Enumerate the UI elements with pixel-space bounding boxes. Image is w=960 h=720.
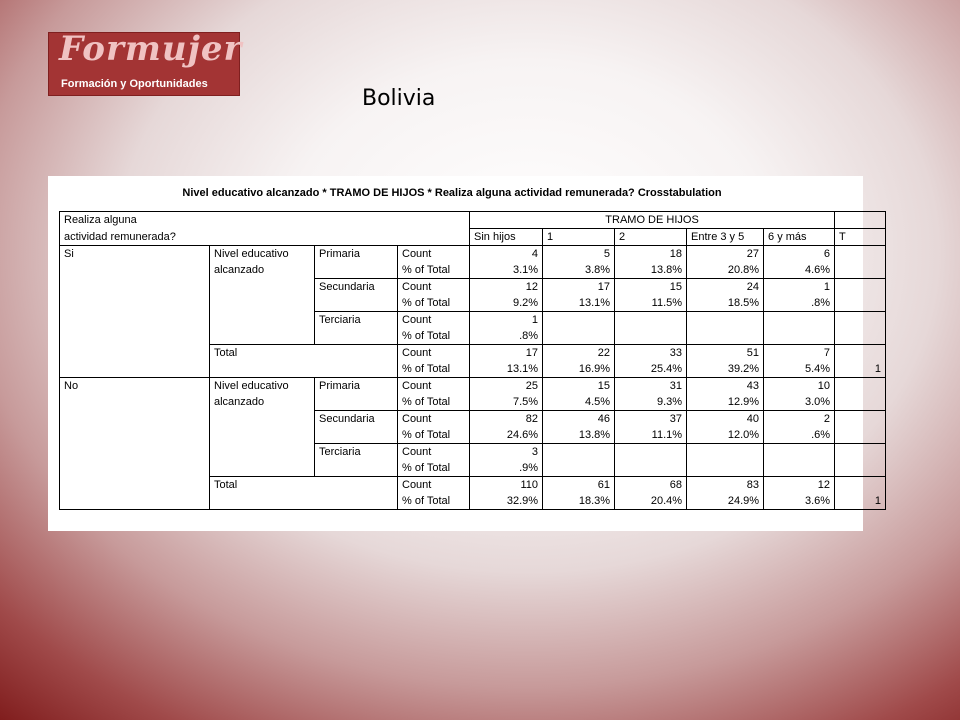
total-label: Total <box>210 345 398 362</box>
pct-cell: .9% <box>470 460 543 477</box>
level-label: Primaria <box>315 378 398 411</box>
stat-label: % of Total <box>398 394 470 411</box>
pct-cell: 12.0% <box>687 427 764 444</box>
count-cell: 12 <box>764 477 835 494</box>
count-cell: 27 <box>687 246 764 263</box>
column-header: Entre 3 y 5 <box>687 229 764 246</box>
variable-label <box>210 279 315 296</box>
pct-cell: 20.8% <box>687 262 764 279</box>
count-cell: 25 <box>470 378 543 395</box>
pct-cell: 3.1% <box>470 262 543 279</box>
column-header: 2 <box>615 229 687 246</box>
level-label: Secundaria <box>315 411 398 444</box>
stat-label: Count <box>398 411 470 428</box>
stat-label: Count <box>398 246 470 263</box>
header-row <box>60 229 886 246</box>
pct-cell <box>835 460 886 477</box>
column-header: Sin hijos <box>470 229 543 246</box>
count-cell: 110 <box>470 477 543 494</box>
pct-cell: 5.4% <box>764 361 835 378</box>
count-cell <box>764 312 835 329</box>
count-cell <box>835 411 886 428</box>
variable-label <box>210 295 315 312</box>
count-cell <box>835 345 886 362</box>
count-cell <box>687 444 764 461</box>
count-cell <box>835 378 886 395</box>
pct-cell <box>835 427 886 444</box>
stat-label: % of Total <box>398 460 470 477</box>
pct-cell <box>835 394 886 411</box>
pct-cell: 4.6% <box>764 262 835 279</box>
pct-cell <box>615 460 687 477</box>
total-label: Total <box>210 477 398 494</box>
corner-label: Realiza alguna <box>60 212 470 229</box>
pct-cell: 13.8% <box>615 262 687 279</box>
header-spacer <box>835 212 886 229</box>
stat-label: Count <box>398 378 470 395</box>
pct-cell <box>615 328 687 345</box>
pct-cell <box>764 328 835 345</box>
count-cell: 10 <box>764 378 835 395</box>
logo-subtitle: Formación y Oportunidades <box>61 78 208 90</box>
count-cell: 33 <box>615 345 687 362</box>
variable-label <box>210 328 315 345</box>
table-row <box>60 378 886 395</box>
pct-cell <box>835 262 886 279</box>
count-cell: 22 <box>543 345 615 362</box>
pct-cell: 25.4% <box>615 361 687 378</box>
count-cell <box>835 312 886 329</box>
corner-label: actividad remunerada? <box>60 229 470 246</box>
logo-wordmark: Formujer <box>59 29 243 69</box>
table-caption: Nivel educativo alcanzado * TRAMO DE HIJOS * Realiza alguna actividad remunerada? Crosstabulation <box>182 187 722 199</box>
column-header: T <box>835 229 886 246</box>
stat-label: Count <box>398 345 470 362</box>
count-cell: 18 <box>615 246 687 263</box>
group-label: Si <box>60 246 210 378</box>
stat-label: Count <box>398 444 470 461</box>
level-label: Secundaria <box>315 279 398 312</box>
pct-cell: 1 <box>835 493 886 510</box>
count-cell: 24 <box>687 279 764 296</box>
pct-cell: 9.2% <box>470 295 543 312</box>
stat-label: % of Total <box>398 361 470 378</box>
pct-cell: .8% <box>470 328 543 345</box>
count-cell: 15 <box>615 279 687 296</box>
total-spacer <box>210 361 398 378</box>
count-cell: 17 <box>543 279 615 296</box>
count-cell: 37 <box>615 411 687 428</box>
pct-cell: 20.4% <box>615 493 687 510</box>
count-cell: 82 <box>470 411 543 428</box>
pct-cell: 7.5% <box>470 394 543 411</box>
stat-label: Count <box>398 279 470 296</box>
variable-label <box>210 411 315 428</box>
count-cell <box>543 312 615 329</box>
count-cell <box>835 279 886 296</box>
count-cell: 7 <box>764 345 835 362</box>
crosstab-table <box>59 211 886 510</box>
level-label: Terciaria <box>315 312 398 345</box>
count-cell: 6 <box>764 246 835 263</box>
count-cell <box>835 246 886 263</box>
count-cell: 31 <box>615 378 687 395</box>
count-cell <box>835 477 886 494</box>
column-header: 6 y más <box>764 229 835 246</box>
pct-cell: 11.5% <box>615 295 687 312</box>
crosstab-panel <box>48 176 882 531</box>
pct-cell: 16.9% <box>543 361 615 378</box>
variable-label: Nivel educativo <box>210 246 315 263</box>
count-cell: 40 <box>687 411 764 428</box>
group-label: No <box>60 378 210 510</box>
pct-cell <box>543 460 615 477</box>
stat-label: Count <box>398 312 470 329</box>
pct-cell: 4.5% <box>543 394 615 411</box>
pct-cell: 3.6% <box>764 493 835 510</box>
pct-cell: 39.2% <box>687 361 764 378</box>
pct-cell: 32.9% <box>470 493 543 510</box>
page-title: Bolivia <box>362 86 436 111</box>
variable-label: alcanzado <box>210 394 315 411</box>
count-cell: 4 <box>470 246 543 263</box>
pct-cell <box>835 328 886 345</box>
stat-label: % of Total <box>398 262 470 279</box>
variable-label <box>210 427 315 444</box>
count-cell: 15 <box>543 378 615 395</box>
variable-label <box>210 312 315 329</box>
count-cell: 43 <box>687 378 764 395</box>
pct-cell: 13.8% <box>543 427 615 444</box>
pct-cell: .6% <box>764 427 835 444</box>
pct-cell <box>764 460 835 477</box>
stat-label: % of Total <box>398 295 470 312</box>
count-cell: 1 <box>470 312 543 329</box>
pct-cell: 1 <box>835 361 886 378</box>
count-cell <box>543 444 615 461</box>
pct-cell: 24.9% <box>687 493 764 510</box>
count-cell: 5 <box>543 246 615 263</box>
pct-cell: .8% <box>764 295 835 312</box>
pct-cell <box>687 460 764 477</box>
total-spacer <box>210 493 398 510</box>
stat-label: % of Total <box>398 328 470 345</box>
variable-label: Nivel educativo <box>210 378 315 395</box>
variable-label <box>210 444 315 461</box>
stat-label: Count <box>398 477 470 494</box>
stat-label: % of Total <box>398 427 470 444</box>
count-cell: 17 <box>470 345 543 362</box>
pct-cell: 3.8% <box>543 262 615 279</box>
header-row <box>60 212 886 229</box>
count-cell: 61 <box>543 477 615 494</box>
pct-cell: 13.1% <box>470 361 543 378</box>
pct-cell <box>687 328 764 345</box>
count-cell <box>764 444 835 461</box>
pct-cell: 11.1% <box>615 427 687 444</box>
formujer-logo <box>48 29 243 96</box>
pct-cell: 18.5% <box>687 295 764 312</box>
count-cell: 51 <box>687 345 764 362</box>
level-label: Primaria <box>315 246 398 279</box>
count-cell <box>687 312 764 329</box>
pct-cell: 18.3% <box>543 493 615 510</box>
stat-label: % of Total <box>398 493 470 510</box>
pct-cell <box>835 295 886 312</box>
variable-label <box>210 460 315 477</box>
pct-cell <box>543 328 615 345</box>
column-header: 1 <box>543 229 615 246</box>
count-cell: 2 <box>764 411 835 428</box>
pct-cell: 12.9% <box>687 394 764 411</box>
table-row <box>60 246 886 263</box>
count-cell: 83 <box>687 477 764 494</box>
column-group-header: TRAMO DE HIJOS <box>470 212 835 229</box>
count-cell <box>835 444 886 461</box>
count-cell <box>615 444 687 461</box>
pct-cell: 3.0% <box>764 394 835 411</box>
level-label: Terciaria <box>315 444 398 477</box>
count-cell <box>615 312 687 329</box>
count-cell: 68 <box>615 477 687 494</box>
pct-cell: 9.3% <box>615 394 687 411</box>
variable-label: alcanzado <box>210 262 315 279</box>
pct-cell: 24.6% <box>470 427 543 444</box>
count-cell: 12 <box>470 279 543 296</box>
pct-cell: 13.1% <box>543 295 615 312</box>
count-cell: 3 <box>470 444 543 461</box>
count-cell: 46 <box>543 411 615 428</box>
count-cell: 1 <box>764 279 835 296</box>
